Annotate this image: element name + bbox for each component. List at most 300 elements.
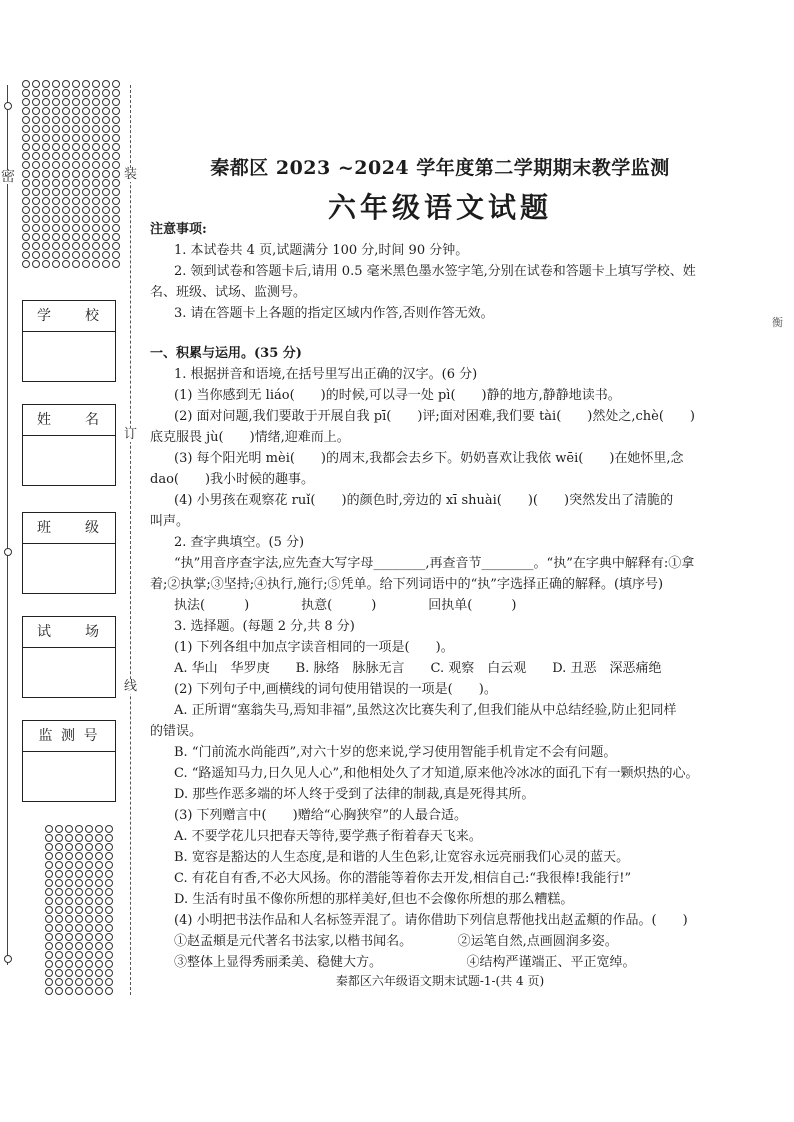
dot-icon: [22, 80, 30, 88]
dot-icon: [102, 107, 110, 115]
dot-icon: [52, 206, 60, 214]
dot-icon: [22, 161, 30, 169]
dot-icon: [92, 89, 100, 97]
dot-icon: [92, 116, 100, 124]
dot-icon: [55, 960, 63, 968]
question-line: (1) 当你感到无 liáo( )的时候,可以寻一处 pì( )静的地方,静静地读书。: [174, 388, 621, 403]
school-box: [22, 300, 116, 382]
dot-icon: [85, 987, 93, 995]
dot-icon: [102, 188, 110, 196]
dot-icon: [102, 242, 110, 250]
question-line: dao( )我小时候的趣事。: [150, 472, 315, 487]
dot-icon: [22, 89, 30, 97]
dot-icon: [72, 107, 80, 115]
dot-icon: [92, 98, 100, 106]
dot-icon: [75, 861, 83, 869]
question-line: C. 有花自有香,不必大风扬。你的潜能等着你去开发,相信自己:“我很棒!我能行!”: [174, 871, 632, 886]
question-line: 叫声。: [150, 514, 190, 529]
dot-icon: [62, 80, 70, 88]
dot-icon: [85, 969, 93, 977]
dot-icon: [52, 197, 60, 205]
dot-icon: [52, 89, 60, 97]
dot-icon: [22, 260, 30, 268]
dot-icon: [112, 233, 120, 241]
dot-icon: [95, 951, 103, 959]
dot-icon: [32, 161, 40, 169]
dot-icon: [22, 188, 30, 196]
dot-icon: [22, 215, 30, 223]
dot-icon: [22, 206, 30, 214]
dot-icon: [45, 888, 53, 896]
dot-icon: [82, 89, 90, 97]
school-field[interactable]: [23, 332, 115, 380]
dot-icon: [55, 870, 63, 878]
dot-icon: [85, 960, 93, 968]
dot-icon: [62, 179, 70, 187]
dot-icon: [105, 942, 113, 950]
exam-number-box: [22, 720, 116, 802]
dot-icon: [52, 260, 60, 268]
note-item: 名、班级、试场、监测号。: [150, 285, 307, 300]
dot-icon: [22, 143, 30, 151]
dot-icon: [52, 188, 60, 196]
dot-icon: [52, 152, 60, 160]
dot-icon: [52, 242, 60, 250]
dot-icon: [65, 852, 73, 860]
dot-icon: [92, 215, 100, 223]
dot-icon: [45, 924, 53, 932]
dot-icon: [85, 924, 93, 932]
dot-icon: [42, 116, 50, 124]
dot-icon: [55, 879, 63, 887]
dot-icon: [72, 89, 80, 97]
note-item: 1. 本试卷共 4 页,试题满分 100 分,时间 90 分钟。: [174, 243, 469, 258]
dot-icon: [105, 879, 113, 887]
dot-icon: [32, 152, 40, 160]
dot-icon: [112, 179, 120, 187]
dot-icon: [85, 915, 93, 923]
dot-icon: [65, 897, 73, 905]
page-footer: 秦都区六年级语文期末试题-1-(共 4 页): [335, 974, 545, 988]
name-field[interactable]: [23, 436, 115, 484]
dot-icon: [45, 879, 53, 887]
side-mark: 线: [124, 679, 138, 694]
note-item: 3. 请在答题卡上各题的指定区域内作答,否则作答无效。: [174, 306, 494, 321]
dot-icon: [72, 242, 80, 250]
dot-icon: [62, 215, 70, 223]
page-subtitle: 六年级语文试题: [327, 191, 552, 224]
dot-icon: [92, 179, 100, 187]
dot-icon: [55, 924, 63, 932]
fold-line: [7, 85, 8, 965]
dot-icon: [65, 861, 73, 869]
dot-icon: [65, 915, 73, 923]
dot-icon: [72, 179, 80, 187]
dot-icon: [95, 978, 103, 986]
dot-icon: [92, 233, 100, 241]
dot-icon: [22, 125, 30, 133]
dot-icon: [65, 834, 73, 842]
room-field[interactable]: [23, 648, 115, 696]
dot-icon: [85, 825, 93, 833]
dot-icon: [85, 834, 93, 842]
dot-icon: [62, 224, 70, 232]
dot-icon: [105, 861, 113, 869]
question-line: A. 不要学花儿只把春天等待,要学燕子衔着春天飞来。: [174, 829, 482, 844]
dot-icon: [52, 233, 60, 241]
dot-icon: [22, 251, 30, 259]
dot-icon: [85, 906, 93, 914]
dot-icon: [52, 116, 60, 124]
dot-icon: [42, 107, 50, 115]
question-line: 的错误。: [150, 724, 203, 739]
dot-icon: [55, 825, 63, 833]
dot-icon: [42, 125, 50, 133]
dot-icon: [55, 852, 63, 860]
fold-circle-icon: [4, 955, 12, 963]
dot-icon: [102, 80, 110, 88]
dot-icon: [32, 188, 40, 196]
school-label: 学 校: [23, 301, 115, 332]
class-field[interactable]: [23, 544, 115, 592]
dot-icon: [52, 224, 60, 232]
dot-icon: [65, 969, 73, 977]
dot-icon: [42, 152, 50, 160]
dot-icon: [85, 978, 93, 986]
dot-icon: [32, 143, 40, 151]
dot-icon: [105, 852, 113, 860]
dot-icon: [105, 987, 113, 995]
dot-icon: [85, 843, 93, 851]
question-line: (3) 下列赠言中( )赠给“心胸狭窄”的人最合适。: [174, 808, 467, 823]
dot-icon: [62, 251, 70, 259]
page-title: 秦都区 2023 ~2024 学年度第二学期期末教学监测: [210, 157, 670, 179]
dot-icon: [55, 942, 63, 950]
dot-icon: [42, 206, 50, 214]
dot-icon: [65, 924, 73, 932]
dot-icon: [102, 215, 110, 223]
dot-icon: [22, 152, 30, 160]
exam-number-label: 监 测 号: [23, 721, 115, 752]
dot-icon: [32, 260, 40, 268]
dot-icon: [112, 188, 120, 196]
dot-icon: [62, 206, 70, 214]
dot-icon: [32, 80, 40, 88]
dot-icon: [82, 260, 90, 268]
dot-icon: [22, 116, 30, 124]
dot-icon: [95, 942, 103, 950]
dot-icon: [82, 188, 90, 196]
dot-icon: [42, 134, 50, 142]
question-line: ①赵孟頫是元代著名书法家,以楷书闻名。 ②运笔自然,点画圆润多姿。: [174, 934, 618, 949]
dot-icon: [112, 116, 120, 124]
fold-circle-icon: [4, 102, 12, 110]
dot-icon: [112, 134, 120, 142]
dot-icon: [62, 143, 70, 151]
dot-icon: [72, 152, 80, 160]
dot-icon: [82, 179, 90, 187]
dot-icon: [45, 906, 53, 914]
dot-icon: [45, 861, 53, 869]
exam-number-field[interactable]: [23, 752, 115, 800]
question-line: ③整体上显得秀丽柔美、稳健大方。 ④结构严谨端正、平正宽绰。: [174, 955, 636, 970]
dot-icon: [92, 152, 100, 160]
dot-icon: [75, 843, 83, 851]
dot-icon: [52, 215, 60, 223]
room-label: 试 场: [23, 617, 115, 648]
dot-icon: [85, 951, 93, 959]
dot-icon: [32, 98, 40, 106]
dot-icon: [62, 242, 70, 250]
dot-icon: [75, 825, 83, 833]
dot-icon: [112, 80, 120, 88]
dot-icon: [45, 969, 53, 977]
dot-icon: [75, 834, 83, 842]
dot-icon: [112, 242, 120, 250]
cut-line: [130, 85, 131, 995]
question-line: “执”用音序查字法,应先查大写字母________,再查音节________。“执”在字典中解释有:①拿: [174, 556, 695, 571]
dot-icon: [102, 152, 110, 160]
dot-icon: [45, 843, 53, 851]
dot-icon: [52, 107, 60, 115]
dot-icon: [95, 987, 103, 995]
dot-icon: [62, 188, 70, 196]
dot-icon: [75, 960, 83, 968]
dot-icon: [82, 197, 90, 205]
dot-icon: [65, 879, 73, 887]
dot-icon: [22, 98, 30, 106]
question-line: (2) 下列句子中,画横线的词句使用错误的一项是( )。: [174, 682, 497, 697]
dot-icon: [52, 161, 60, 169]
dot-icon: [55, 834, 63, 842]
dot-icon: [62, 134, 70, 142]
dot-icon: [112, 260, 120, 268]
dot-icon: [82, 206, 90, 214]
dot-icon: [22, 242, 30, 250]
question-line: 底克服畏 jù( )情绪,迎难而上。: [150, 430, 350, 445]
dot-icon: [32, 206, 40, 214]
dot-icon: [52, 98, 60, 106]
notes-heading: 注意事项:: [150, 222, 207, 237]
dot-icon: [45, 951, 53, 959]
dot-icon: [92, 161, 100, 169]
dot-icon: [42, 233, 50, 241]
room-box: [22, 616, 116, 698]
dot-icon: [42, 197, 50, 205]
dot-pattern-top: [22, 80, 121, 268]
question-line: C. “路遥知马力,日久见人心”,和他相处久了才知道,原来他冷冰冰的面孔下有一颗炽热的心。: [174, 766, 699, 781]
dot-icon: [85, 879, 93, 887]
dot-icon: [55, 861, 63, 869]
dot-icon: [92, 188, 100, 196]
dot-icon: [75, 951, 83, 959]
question-line: 着;②执掌;③坚持;④执行,施行;⑤凭单。给下列词语中的“执”字选择正确的解释。(填序号): [150, 577, 664, 592]
dot-icon: [92, 170, 100, 178]
dot-icon: [32, 116, 40, 124]
dot-icon: [75, 870, 83, 878]
dot-icon: [52, 125, 60, 133]
dot-icon: [105, 870, 113, 878]
dot-icon: [72, 233, 80, 241]
dot-icon: [102, 197, 110, 205]
dot-icon: [42, 260, 50, 268]
question-line: D. 那些作恶多端的坏人终于受到了法律的制裁,真是死得其所。: [174, 787, 535, 802]
dot-icon: [42, 89, 50, 97]
dot-icon: [105, 843, 113, 851]
dot-icon: [45, 987, 53, 995]
dot-icon: [62, 197, 70, 205]
seal-char: 密: [1, 169, 15, 185]
dot-icon: [112, 125, 120, 133]
dot-icon: [45, 825, 53, 833]
dot-icon: [62, 125, 70, 133]
dot-icon: [42, 98, 50, 106]
dot-icon: [65, 843, 73, 851]
dot-icon: [42, 161, 50, 169]
question-line: (4) 小男孩在观察花 ruǐ( )的颜色时,旁边的 xī shuài( )( )突然发出了清脆的: [174, 493, 674, 508]
dot-icon: [92, 224, 100, 232]
dot-icon: [32, 89, 40, 97]
dot-icon: [105, 951, 113, 959]
dot-icon: [52, 80, 60, 88]
dot-icon: [42, 215, 50, 223]
dot-icon: [52, 143, 60, 151]
dot-icon: [32, 179, 40, 187]
dot-icon: [42, 251, 50, 259]
dot-icon: [65, 951, 73, 959]
side-mark: 订: [124, 427, 138, 442]
dot-icon: [105, 915, 113, 923]
dot-icon: [112, 206, 120, 214]
dot-icon: [72, 161, 80, 169]
dot-icon: [85, 933, 93, 941]
dot-icon: [72, 197, 80, 205]
dot-icon: [95, 933, 103, 941]
dot-icon: [65, 825, 73, 833]
dot-icon: [102, 170, 110, 178]
dot-icon: [82, 98, 90, 106]
dot-icon: [72, 251, 80, 259]
dot-icon: [42, 224, 50, 232]
dot-icon: [22, 170, 30, 178]
dot-icon: [92, 251, 100, 259]
dot-icon: [72, 224, 80, 232]
dot-icon: [62, 152, 70, 160]
dot-icon: [105, 834, 113, 842]
dot-icon: [82, 125, 90, 133]
question-line: A. 正所谓“塞翁失马,焉知非福”,虽然这次比赛失利了,但我们能从中总结经验,防止犯同样: [174, 703, 677, 718]
dot-icon: [52, 134, 60, 142]
dot-icon: [95, 870, 103, 878]
dot-icon: [45, 960, 53, 968]
dot-icon: [82, 170, 90, 178]
dot-icon: [105, 897, 113, 905]
note-item: 2. 领到试卷和答题卡后,请用 0.5 毫米黑色墨水签字笔,分别在试卷和答题卡上填写学校、姓: [174, 264, 696, 279]
dot-icon: [95, 915, 103, 923]
dot-icon: [32, 215, 40, 223]
dot-icon: [32, 197, 40, 205]
dot-icon: [75, 906, 83, 914]
dot-icon: [55, 888, 63, 896]
dot-icon: [22, 179, 30, 187]
question-line: (2) 面对问题,我们要敢于开展自我 pī( )评;面对困难,我们要 tài( )然处之,chè( ): [174, 409, 695, 424]
dot-icon: [95, 843, 103, 851]
dot-icon: [102, 206, 110, 214]
dot-icon: [82, 80, 90, 88]
dot-icon: [75, 987, 83, 995]
dot-icon: [92, 206, 100, 214]
dot-icon: [112, 107, 120, 115]
dot-icon: [112, 224, 120, 232]
dot-icon: [22, 224, 30, 232]
dot-icon: [55, 987, 63, 995]
dot-icon: [62, 161, 70, 169]
dot-icon: [62, 170, 70, 178]
dot-icon: [92, 197, 100, 205]
class-label: 班 级: [23, 513, 115, 544]
dot-icon: [85, 942, 93, 950]
dot-icon: [45, 942, 53, 950]
dot-icon: [112, 215, 120, 223]
dot-icon: [95, 960, 103, 968]
dot-icon: [82, 161, 90, 169]
dot-icon: [75, 879, 83, 887]
dot-icon: [65, 960, 73, 968]
dot-icon: [72, 116, 80, 124]
question-line: (4) 小明把书法作品和人名标签弄混了。请你借助下列信息帮他找出赵孟頫的作品。( ): [174, 913, 688, 928]
dot-icon: [92, 143, 100, 151]
dot-icon: [112, 161, 120, 169]
dot-icon: [95, 825, 103, 833]
dot-icon: [95, 888, 103, 896]
dot-icon: [92, 134, 100, 142]
dot-icon: [45, 870, 53, 878]
dot-icon: [75, 969, 83, 977]
dot-icon: [82, 134, 90, 142]
dot-icon: [62, 89, 70, 97]
dot-icon: [102, 179, 110, 187]
dot-icon: [85, 897, 93, 905]
dot-icon: [102, 260, 110, 268]
dot-icon: [65, 942, 73, 950]
dot-icon: [102, 134, 110, 142]
dot-icon: [32, 224, 40, 232]
dot-icon: [32, 251, 40, 259]
dot-icon: [55, 843, 63, 851]
dot-icon: [75, 852, 83, 860]
dot-icon: [95, 879, 103, 887]
dot-icon: [72, 188, 80, 196]
dot-icon: [55, 951, 63, 959]
dot-icon: [75, 888, 83, 896]
dot-icon: [82, 233, 90, 241]
dot-icon: [105, 906, 113, 914]
dot-icon: [95, 834, 103, 842]
dot-icon: [105, 969, 113, 977]
dot-icon: [95, 924, 103, 932]
dot-icon: [112, 170, 120, 178]
dot-icon: [45, 915, 53, 923]
dot-icon: [72, 206, 80, 214]
dot-icon: [55, 906, 63, 914]
dot-icon: [32, 134, 40, 142]
dot-icon: [102, 233, 110, 241]
dot-icon: [52, 179, 60, 187]
dot-icon: [62, 98, 70, 106]
dot-icon: [95, 906, 103, 914]
dot-icon: [92, 242, 100, 250]
dot-icon: [65, 978, 73, 986]
